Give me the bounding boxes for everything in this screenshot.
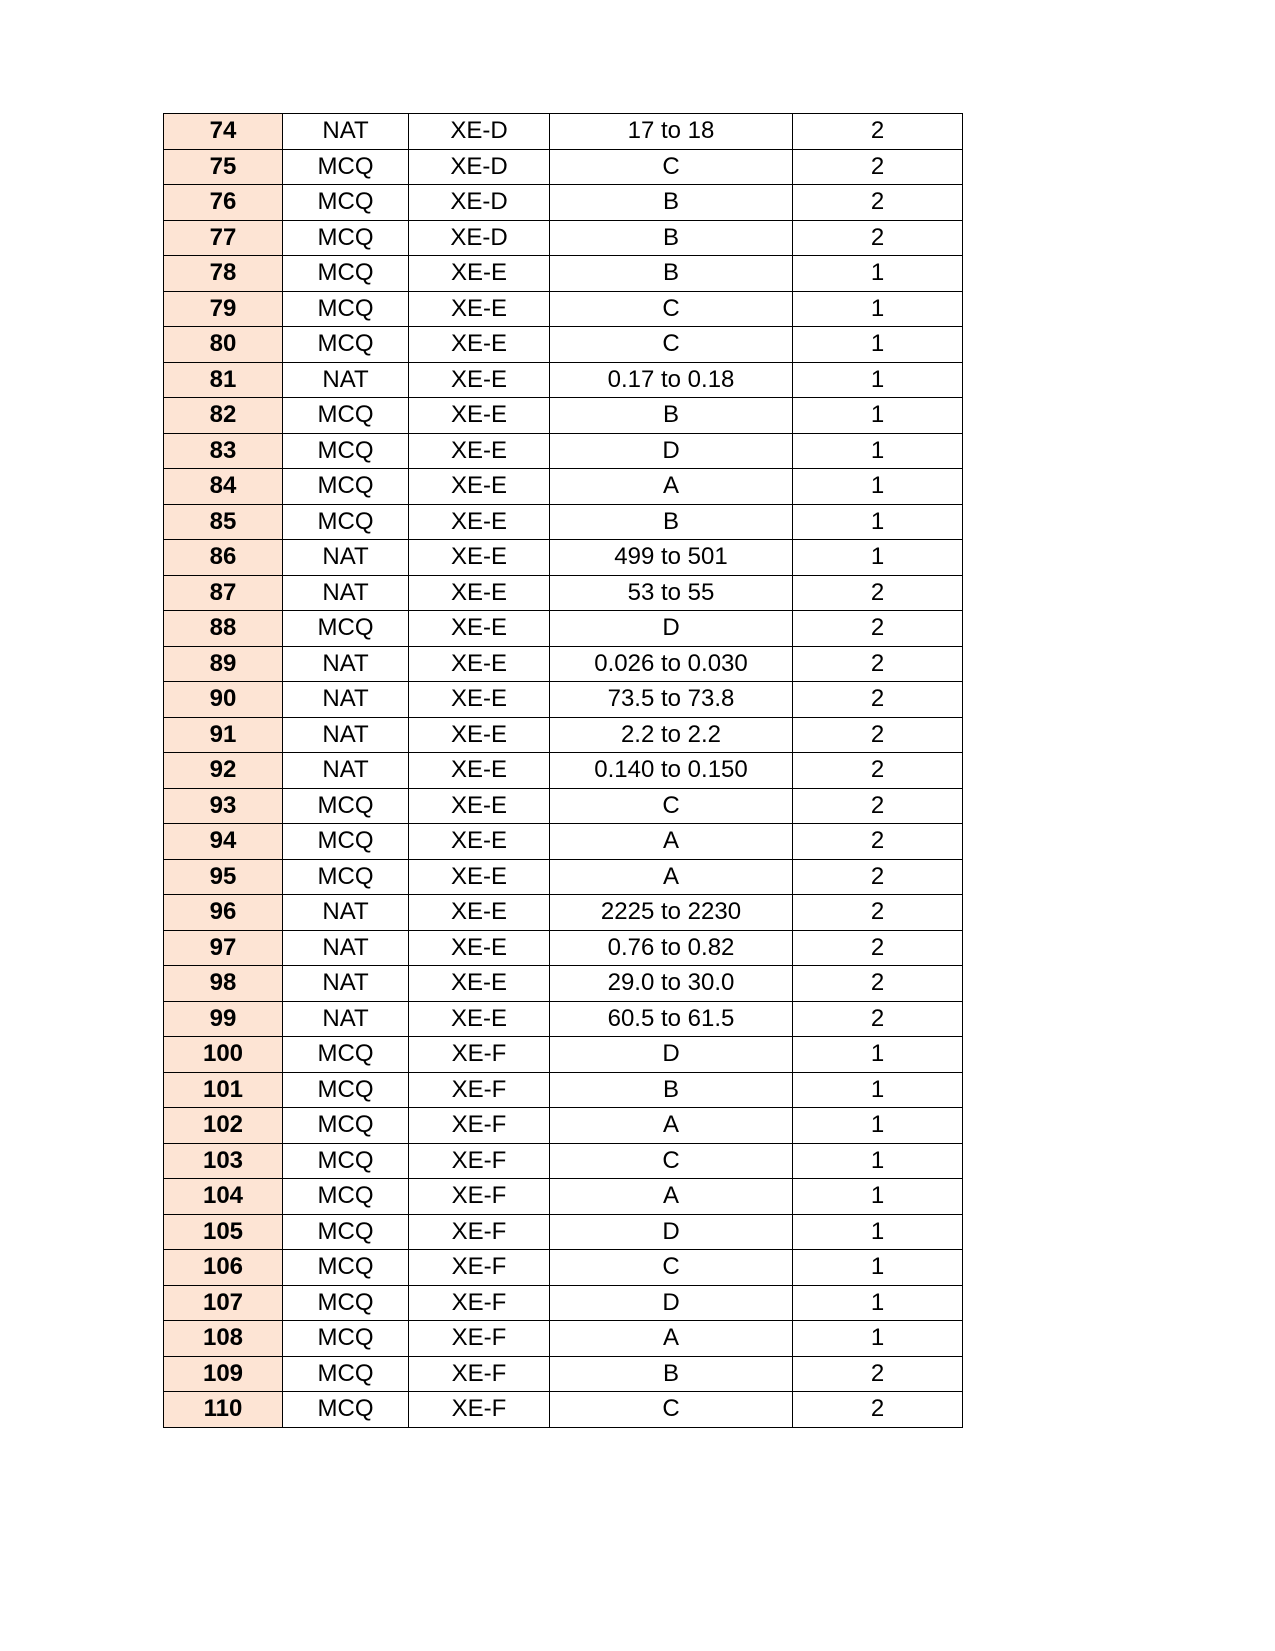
question-type-cell: MCQ	[283, 149, 409, 185]
question-number-cell: 92	[164, 753, 283, 789]
answer-key-cell: 0.026 to 0.030	[550, 646, 793, 682]
question-number-cell: 74	[164, 114, 283, 150]
table-row	[164, 1250, 963, 1286]
table-row	[164, 433, 963, 469]
question-type-cell: MCQ	[283, 1285, 409, 1321]
question-type-cell: MCQ	[283, 1214, 409, 1250]
marks-cell: 1	[793, 327, 963, 363]
question-type-cell: MCQ	[283, 1072, 409, 1108]
answer-key-cell: B	[550, 185, 793, 221]
answer-key-cell: A	[550, 824, 793, 860]
question-type-cell: MCQ	[283, 433, 409, 469]
question-number-cell: 90	[164, 682, 283, 718]
answer-key-cell: 2225 to 2230	[550, 895, 793, 931]
table-row	[164, 504, 963, 540]
answer-key-cell: C	[550, 149, 793, 185]
marks-cell: 2	[793, 114, 963, 150]
question-number-cell: 109	[164, 1356, 283, 1392]
table-row	[164, 327, 963, 363]
question-type-cell: MCQ	[283, 1179, 409, 1215]
question-number-cell: 80	[164, 327, 283, 363]
question-number-cell: 81	[164, 362, 283, 398]
question-type-cell: MCQ	[283, 327, 409, 363]
question-type-cell: MCQ	[283, 1037, 409, 1073]
section-cell: XE-E	[409, 433, 550, 469]
answer-key-cell: 0.140 to 0.150	[550, 753, 793, 789]
marks-cell: 1	[793, 540, 963, 576]
answer-key-cell: 0.17 to 0.18	[550, 362, 793, 398]
section-cell: XE-D	[409, 114, 550, 150]
question-type-cell: MCQ	[283, 1250, 409, 1286]
table-row	[164, 291, 963, 327]
marks-cell: 2	[793, 859, 963, 895]
marks-cell: 2	[793, 682, 963, 718]
marks-cell: 1	[793, 1072, 963, 1108]
table-row	[164, 1214, 963, 1250]
section-cell: XE-F	[409, 1392, 550, 1428]
table-row	[164, 1072, 963, 1108]
section-cell: XE-E	[409, 753, 550, 789]
table-row	[164, 824, 963, 860]
table-row	[164, 753, 963, 789]
section-cell: XE-D	[409, 149, 550, 185]
section-cell: XE-E	[409, 717, 550, 753]
marks-cell: 1	[793, 398, 963, 434]
answer-key-cell: A	[550, 1108, 793, 1144]
answer-key-cell: 60.5 to 61.5	[550, 1001, 793, 1037]
question-type-cell: MCQ	[283, 1108, 409, 1144]
section-cell: XE-E	[409, 1001, 550, 1037]
marks-cell: 2	[793, 788, 963, 824]
marks-cell: 1	[793, 362, 963, 398]
question-number-cell: 103	[164, 1143, 283, 1179]
table-row	[164, 1001, 963, 1037]
answer-key-cell: 73.5 to 73.8	[550, 682, 793, 718]
marks-cell: 2	[793, 646, 963, 682]
table-row	[164, 682, 963, 718]
table-row	[164, 575, 963, 611]
marks-cell: 1	[793, 1179, 963, 1215]
answer-key-cell: A	[550, 1321, 793, 1357]
question-number-cell: 100	[164, 1037, 283, 1073]
table-row	[164, 220, 963, 256]
table-row	[164, 1143, 963, 1179]
question-number-cell: 87	[164, 575, 283, 611]
question-type-cell: MCQ	[283, 185, 409, 221]
section-cell: XE-F	[409, 1143, 550, 1179]
answer-key-cell: C	[550, 788, 793, 824]
section-cell: XE-F	[409, 1214, 550, 1250]
section-cell: XE-E	[409, 362, 550, 398]
table-row	[164, 185, 963, 221]
table-row	[164, 1037, 963, 1073]
table-row	[164, 256, 963, 292]
question-number-cell: 85	[164, 504, 283, 540]
question-number-cell: 95	[164, 859, 283, 895]
answer-key-cell: D	[550, 433, 793, 469]
section-cell: XE-D	[409, 220, 550, 256]
marks-cell: 1	[793, 1108, 963, 1144]
question-type-cell: NAT	[283, 930, 409, 966]
section-cell: XE-F	[409, 1072, 550, 1108]
question-type-cell: MCQ	[283, 1356, 409, 1392]
question-number-cell: 83	[164, 433, 283, 469]
answer-key-cell: 499 to 501	[550, 540, 793, 576]
question-number-cell: 91	[164, 717, 283, 753]
section-cell: XE-F	[409, 1356, 550, 1392]
question-type-cell: MCQ	[283, 398, 409, 434]
question-type-cell: NAT	[283, 895, 409, 931]
answer-key-cell: B	[550, 256, 793, 292]
table-row	[164, 859, 963, 895]
section-cell: XE-E	[409, 575, 550, 611]
marks-cell: 1	[793, 1143, 963, 1179]
section-cell: XE-E	[409, 469, 550, 505]
marks-cell: 1	[793, 433, 963, 469]
section-cell: XE-F	[409, 1250, 550, 1286]
question-type-cell: NAT	[283, 717, 409, 753]
marks-cell: 1	[793, 1250, 963, 1286]
marks-cell: 2	[793, 1001, 963, 1037]
answer-key-cell: 0.76 to 0.82	[550, 930, 793, 966]
section-cell: XE-E	[409, 824, 550, 860]
marks-cell: 1	[793, 1037, 963, 1073]
section-cell: XE-F	[409, 1108, 550, 1144]
question-number-cell: 96	[164, 895, 283, 931]
marks-cell: 1	[793, 1321, 963, 1357]
question-number-cell: 93	[164, 788, 283, 824]
section-cell: XE-E	[409, 646, 550, 682]
answer-key-cell: D	[550, 611, 793, 647]
marks-cell: 2	[793, 575, 963, 611]
table-row	[164, 930, 963, 966]
table-row	[164, 1356, 963, 1392]
answer-key-cell: C	[550, 327, 793, 363]
table-row	[164, 1285, 963, 1321]
answer-key-cell: D	[550, 1285, 793, 1321]
question-type-cell: NAT	[283, 575, 409, 611]
question-type-cell: MCQ	[283, 859, 409, 895]
answer-key-table-body	[164, 114, 963, 1428]
question-type-cell: MCQ	[283, 220, 409, 256]
answer-key-cell: B	[550, 398, 793, 434]
question-type-cell: MCQ	[283, 1392, 409, 1428]
answer-key-cell: C	[550, 1250, 793, 1286]
question-type-cell: MCQ	[283, 256, 409, 292]
answer-key-cell: B	[550, 504, 793, 540]
answer-key-cell: C	[550, 291, 793, 327]
question-type-cell: NAT	[283, 966, 409, 1002]
answer-key-cell: B	[550, 1356, 793, 1392]
question-number-cell: 89	[164, 646, 283, 682]
question-number-cell: 104	[164, 1179, 283, 1215]
question-number-cell: 110	[164, 1392, 283, 1428]
question-type-cell: NAT	[283, 114, 409, 150]
answer-key-cell: 2.2 to 2.2	[550, 717, 793, 753]
question-type-cell: MCQ	[283, 1143, 409, 1179]
question-number-cell: 79	[164, 291, 283, 327]
question-number-cell: 76	[164, 185, 283, 221]
answer-key-cell: B	[550, 1072, 793, 1108]
question-type-cell: NAT	[283, 540, 409, 576]
answer-key-cell: A	[550, 469, 793, 505]
answer-key-cell: 53 to 55	[550, 575, 793, 611]
question-number-cell: 75	[164, 149, 283, 185]
answer-key-cell: 17 to 18	[550, 114, 793, 150]
question-number-cell: 105	[164, 1214, 283, 1250]
marks-cell: 2	[793, 966, 963, 1002]
answer-key-cell: 29.0 to 30.0	[550, 966, 793, 1002]
table-row	[164, 1321, 963, 1357]
question-number-cell: 101	[164, 1072, 283, 1108]
question-number-cell: 99	[164, 1001, 283, 1037]
question-type-cell: NAT	[283, 646, 409, 682]
section-cell: XE-E	[409, 398, 550, 434]
section-cell: XE-D	[409, 185, 550, 221]
answer-key-cell: C	[550, 1143, 793, 1179]
section-cell: XE-E	[409, 895, 550, 931]
question-type-cell: NAT	[283, 362, 409, 398]
question-number-cell: 97	[164, 930, 283, 966]
question-number-cell: 94	[164, 824, 283, 860]
marks-cell: 1	[793, 256, 963, 292]
marks-cell: 2	[793, 220, 963, 256]
section-cell: XE-E	[409, 966, 550, 1002]
marks-cell: 2	[793, 1356, 963, 1392]
table-row	[164, 646, 963, 682]
question-type-cell: MCQ	[283, 611, 409, 647]
section-cell: XE-E	[409, 291, 550, 327]
table-row	[164, 540, 963, 576]
answer-key-cell: D	[550, 1037, 793, 1073]
section-cell: XE-E	[409, 327, 550, 363]
answer-key-table	[163, 113, 963, 1428]
question-number-cell: 77	[164, 220, 283, 256]
question-number-cell: 78	[164, 256, 283, 292]
marks-cell: 2	[793, 895, 963, 931]
marks-cell: 2	[793, 717, 963, 753]
section-cell: XE-E	[409, 504, 550, 540]
section-cell: XE-F	[409, 1179, 550, 1215]
table-row	[164, 611, 963, 647]
marks-cell: 2	[793, 753, 963, 789]
section-cell: XE-F	[409, 1285, 550, 1321]
section-cell: XE-E	[409, 930, 550, 966]
table-row	[164, 1392, 963, 1428]
marks-cell: 1	[793, 1214, 963, 1250]
section-cell: XE-E	[409, 682, 550, 718]
answer-key-cell: D	[550, 1214, 793, 1250]
marks-cell: 1	[793, 469, 963, 505]
question-type-cell: MCQ	[283, 1321, 409, 1357]
table-row	[164, 1108, 963, 1144]
question-type-cell: MCQ	[283, 291, 409, 327]
question-type-cell: MCQ	[283, 504, 409, 540]
answer-key-cell: A	[550, 859, 793, 895]
question-type-cell: MCQ	[283, 469, 409, 505]
marks-cell: 2	[793, 611, 963, 647]
table-row	[164, 717, 963, 753]
marks-cell: 2	[793, 1392, 963, 1428]
question-number-cell: 108	[164, 1321, 283, 1357]
section-cell: XE-E	[409, 788, 550, 824]
question-number-cell: 107	[164, 1285, 283, 1321]
section-cell: XE-F	[409, 1037, 550, 1073]
question-type-cell: NAT	[283, 1001, 409, 1037]
question-type-cell: NAT	[283, 753, 409, 789]
marks-cell: 2	[793, 149, 963, 185]
table-row	[164, 788, 963, 824]
table-row	[164, 362, 963, 398]
marks-cell: 1	[793, 291, 963, 327]
question-number-cell: 102	[164, 1108, 283, 1144]
table-row	[164, 469, 963, 505]
marks-cell: 2	[793, 824, 963, 860]
marks-cell: 1	[793, 504, 963, 540]
question-number-cell: 88	[164, 611, 283, 647]
table-row	[164, 114, 963, 150]
question-number-cell: 86	[164, 540, 283, 576]
question-number-cell: 98	[164, 966, 283, 1002]
question-type-cell: NAT	[283, 682, 409, 718]
answer-key-cell: B	[550, 220, 793, 256]
section-cell: XE-E	[409, 540, 550, 576]
question-number-cell: 106	[164, 1250, 283, 1286]
marks-cell: 2	[793, 185, 963, 221]
marks-cell: 2	[793, 930, 963, 966]
answer-key-cell: C	[550, 1392, 793, 1428]
table-row	[164, 1179, 963, 1215]
table-row	[164, 895, 963, 931]
question-type-cell: MCQ	[283, 788, 409, 824]
marks-cell: 1	[793, 1285, 963, 1321]
table-row	[164, 398, 963, 434]
section-cell: XE-E	[409, 611, 550, 647]
table-row	[164, 966, 963, 1002]
answer-key-cell: A	[550, 1179, 793, 1215]
table-row	[164, 149, 963, 185]
question-number-cell: 84	[164, 469, 283, 505]
section-cell: XE-F	[409, 1321, 550, 1357]
question-type-cell: MCQ	[283, 824, 409, 860]
section-cell: XE-E	[409, 859, 550, 895]
question-number-cell: 82	[164, 398, 283, 434]
section-cell: XE-E	[409, 256, 550, 292]
